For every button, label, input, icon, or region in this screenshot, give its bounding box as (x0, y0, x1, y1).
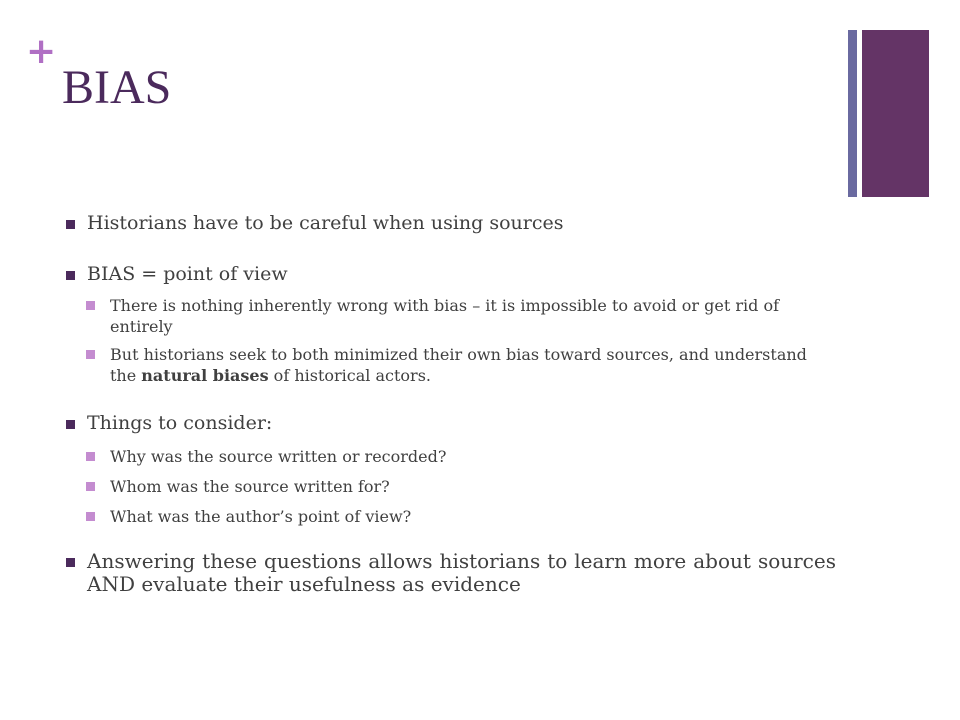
sub-bullet-whom-written (66, 476, 836, 497)
bullet-things-to-consider (66, 412, 836, 435)
sub-bullet-author-view (66, 506, 836, 527)
square-bullet-icon (86, 350, 95, 359)
square-bullet-icon (86, 452, 95, 461)
bullet-text: BIAS = point of view (87, 263, 288, 285)
square-bullet-icon (66, 420, 75, 429)
sub-bullet-text: Why was the source written or recorded? (110, 447, 447, 466)
bullet-text: Things to consider: (87, 412, 273, 434)
slide-body (66, 212, 836, 596)
accent-bar-wide (862, 30, 929, 197)
sub-bullet-text: There is nothing inherently wrong with bias – it is impossible to avoid or get rid of entirely (110, 296, 780, 336)
bold-phrase: natural biases (141, 366, 269, 385)
plus-decoration-icon: + (26, 31, 57, 72)
bullet-careful-sources (66, 212, 836, 235)
square-bullet-icon (66, 220, 75, 229)
square-bullet-icon (86, 482, 95, 491)
bullet-answering-questions (66, 550, 836, 596)
sub-bullet-minimize-bias (66, 344, 836, 386)
slide-title: BIAS (62, 61, 172, 114)
accent-bar-thin (848, 30, 857, 197)
sub-bullet-nothing-wrong (66, 295, 836, 337)
sub-bullet-text-end: of historical actors. (268, 366, 431, 385)
square-bullet-icon (86, 301, 95, 310)
square-bullet-icon (86, 512, 95, 521)
bullet-bias-definition (66, 263, 836, 286)
sub-bullet-text: But historians seek to both minimized their own bias toward sources, and understand the (110, 345, 807, 385)
sub-bullet-why-written (66, 446, 836, 467)
square-bullet-icon (66, 558, 75, 567)
bullet-text: Answering these questions allows historians to learn more about sources AND evaluate their usefulness as evidence (87, 549, 836, 596)
sub-bullet-text: What was the author’s point of view? (110, 507, 412, 526)
square-bullet-icon (66, 271, 75, 280)
sub-bullet-text: Whom was the source written for? (110, 477, 390, 496)
bullet-text: Historians have to be careful when using sources (87, 212, 564, 234)
